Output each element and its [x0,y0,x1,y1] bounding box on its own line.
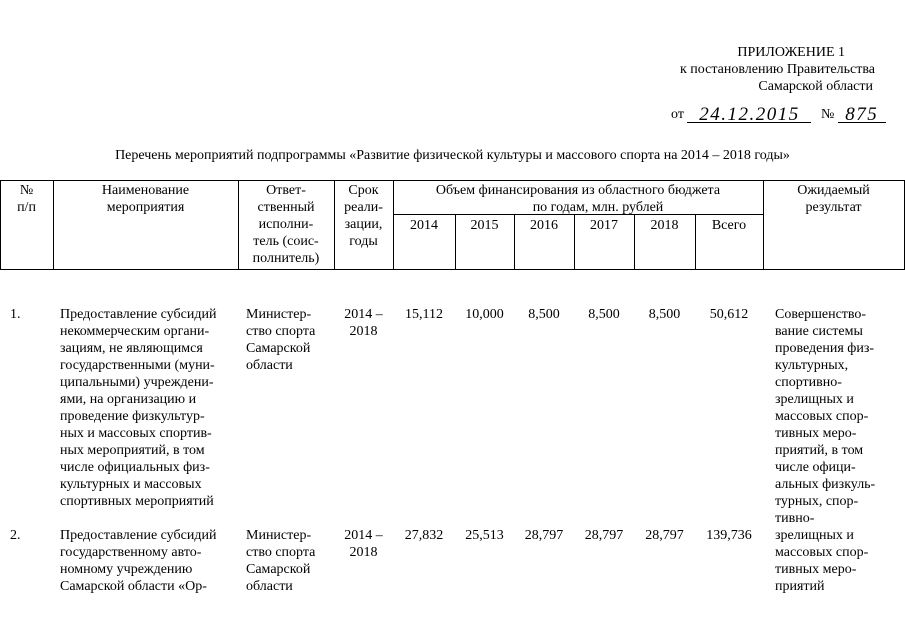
value-total: 139,736 [706,528,752,543]
appendix-line-2: Самарской области [758,79,873,94]
value-2018: 28,797 [645,528,684,543]
row-executor: Министер- ство спорта Самарской области [246,307,316,373]
header-num: № п/п [17,183,36,215]
value-2014: 27,832 [404,528,444,543]
number-field [838,106,886,123]
document-title: Перечень мероприятий подпрограммы «Развитие физической культуры и массового спорта на 2014 – 2018 годы» [115,148,790,163]
appendix-label: ПРИЛОЖЕНИЕ 1 [737,45,845,60]
value-2018: 8,500 [648,307,681,322]
header-funding: Объем финансирования из областного бюджета по годам, млн. рублей [435,183,721,215]
header-year-2017: 2017 [590,218,618,233]
header-name: Наименование мероприятия [101,183,190,215]
value-2017: 8,500 [588,307,620,322]
row-num: 2. [10,528,21,543]
row-name: Предоставление субсидий некоммерческим органи- зациям, не являющимся государственными (муни- ципальными) учреждени- ями, на организацию и проведение физкультур- ных и массовых спортив- ных мероприятий, в том числе официальных физ- культурных и массовых спортивных мероприятий [60,307,217,509]
value-2015: 25,513 [465,528,504,543]
appendix-header [575,44,875,95]
row-term: 2014 – 2018 [344,528,383,560]
expected-result: Совершенство- вание системы проведения физ- культурных, спортивно- зрелищных и массовых спор- тивных меро- приятий, в том числе офици- альных физкуль- турных, спор- тивно- зрелищных и массовых спор- тивных меро- приятий [775,307,876,594]
value-2016: 8,500 [528,307,560,322]
value-2016: 28,797 [524,528,564,543]
header-term: Срок реали- зации, годы [344,183,383,249]
number-label: № [820,107,835,122]
value-2015: 10,000 [465,307,504,322]
date-field [687,106,811,123]
row-executor: Министер- ство спорта Самарской области [246,528,316,594]
value-2017: 28,797 [584,528,624,543]
row-name: Предоставление субсидий государственному авто- номному учреждению Самарской области «Ор- [60,528,217,594]
header-year-2016: 2016 [530,218,558,233]
row-num: 1. [10,307,21,322]
value-total: 50,612 [709,307,749,322]
header-year-2015: 2015 [470,218,499,233]
handwritten-number: 875 [845,104,879,125]
value-2014: 15,112 [405,307,443,322]
header-executor: Ответ- ственный исполни- тель (соис- полнитель) [252,183,320,266]
header-total: Всего [711,218,747,233]
header-result: Ожидаемый результат [797,183,870,215]
header-year-2014: 2014 [410,218,438,233]
row-term: 2014 – 2018 [344,307,383,339]
header-year-2018: 2018 [650,218,679,233]
decree-reference [671,106,886,123]
appendix-line-1: к постановлению Правительства [679,62,875,77]
handwritten-date: 24.12.2015 [699,104,800,125]
from-label: от [671,107,684,122]
